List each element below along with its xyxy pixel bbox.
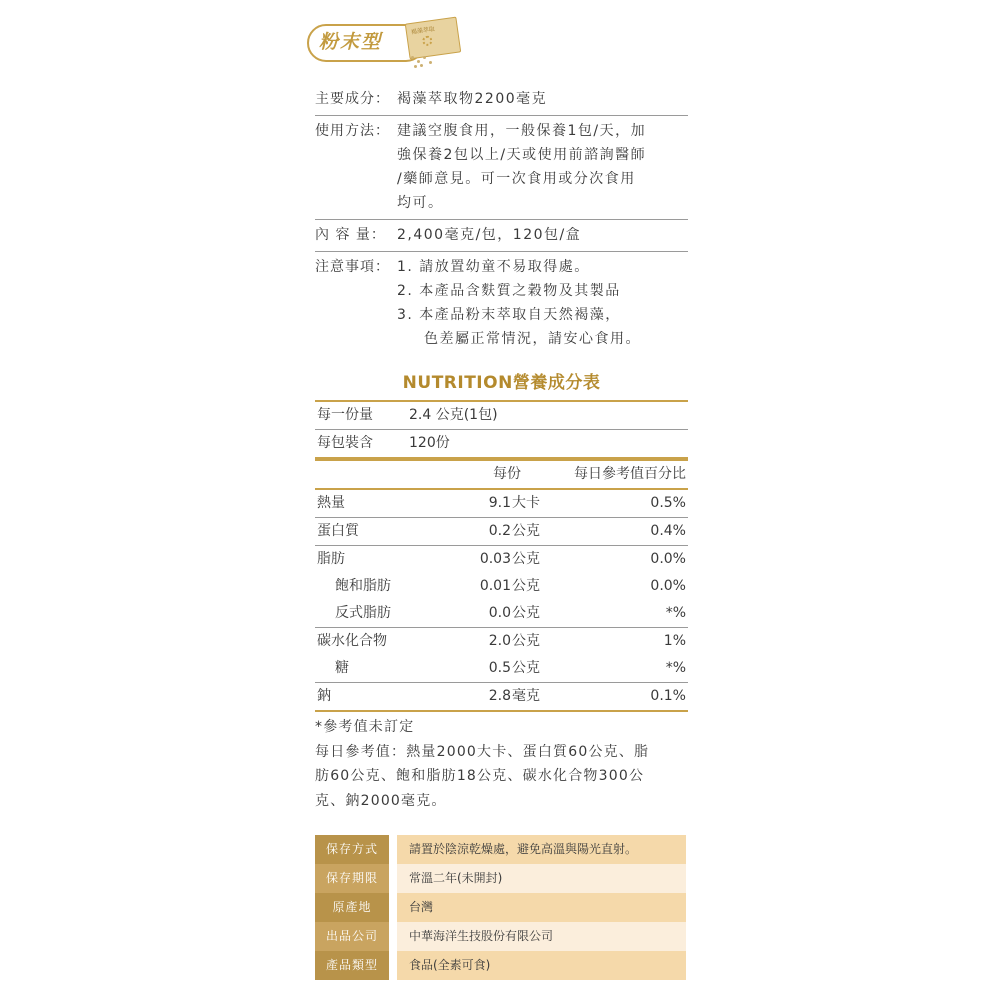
info-value: [397, 255, 688, 351]
nutrient-row: [315, 490, 688, 517]
nutrient-amount: 2.0: [488, 633, 511, 649]
nutrient-row: [315, 518, 688, 545]
caution-item: 2. 本產品含麩質之穀物及其製品: [397, 283, 621, 299]
serving-value: 2.4 公克(1包): [409, 407, 498, 423]
powder-dot: [429, 61, 432, 64]
info-line: 褐藻萃取物2200毫克: [397, 91, 548, 107]
powder-dot: [414, 65, 417, 68]
note-line: *參考值未訂定: [315, 719, 415, 735]
nutrient-unit: 公克: [512, 633, 540, 649]
caution-item: 1. 請放置幼童不易取得處。: [397, 259, 590, 275]
info-label: 使用方法：: [315, 123, 390, 139]
info-row-usage: [315, 116, 688, 220]
column-header-row: [315, 461, 688, 488]
nutrient-dv: 0.5%: [650, 495, 686, 511]
note-line: 克、鈉2000毫克。: [315, 792, 447, 809]
nutrient-dv: 0.0%: [650, 578, 686, 594]
storage-value: 台灣: [397, 893, 686, 922]
nutrition-table: [315, 400, 688, 712]
nutrient-row: [315, 546, 688, 573]
nutrient-name: 鈉: [317, 688, 331, 704]
info-label: 內 容 量：: [315, 227, 386, 243]
nutrient-amount: 0.5: [488, 660, 511, 676]
storage-label: 原產地: [315, 893, 389, 922]
nutrient-dv: *%: [665, 660, 686, 676]
nutrient-unit: 毫克: [512, 688, 540, 704]
nutrient-row-sub: [315, 600, 688, 627]
nutrition-title: NUTRITION營養成分表: [402, 373, 601, 393]
storage-label: 保存方式: [315, 835, 389, 864]
sachet-label: 褐藻萃取: [410, 25, 436, 36]
storage-value: 請置於陰涼乾燥處，避免高溫與陽光直射。: [397, 835, 686, 864]
nutrient-dv: 0.4%: [650, 523, 686, 539]
info-value: [397, 223, 688, 247]
nutrient-amount: 2.8: [488, 688, 511, 704]
nutrient-name: 反式脂肪: [335, 605, 391, 621]
badge-text: 粉末型: [319, 31, 383, 53]
storage-row: [315, 951, 686, 980]
storage-row: [315, 922, 686, 951]
nutrient-amount: 9.1: [488, 495, 511, 511]
storage-table: [315, 835, 686, 980]
nutrient-unit: 公克: [512, 605, 540, 621]
info-row-cautions: [315, 252, 688, 355]
reference-notes: [315, 715, 688, 813]
note-line: 每日參考值：熱量2000大卡、蛋白質60公克、脂: [315, 743, 650, 760]
col-per-serving: 每份: [493, 466, 521, 482]
info-line: 2,400毫克/包，120包/盒: [397, 227, 582, 243]
info-row-content: [315, 220, 688, 252]
storage-row: [315, 835, 686, 864]
info-value: [397, 119, 688, 215]
serving-size-row: [315, 402, 688, 429]
storage-value: 常溫二年(未開封): [397, 864, 686, 893]
nutrient-name: 糖: [335, 660, 349, 676]
col-daily-value: 每日參考值百分比: [574, 466, 686, 482]
nutrient-name: 脂肪: [317, 551, 345, 567]
nutrient-unit: 公克: [512, 578, 540, 594]
nutrient-name: 蛋白質: [317, 523, 359, 539]
info-value: [397, 87, 688, 111]
nutrient-unit: 大卡: [512, 495, 540, 511]
pack-value: 120份: [409, 435, 450, 451]
info-line: 強保養2包以上/天或使用前諮詢醫師: [397, 147, 647, 163]
storage-row: [315, 893, 686, 922]
info-row-ingredients: [315, 84, 688, 116]
nutrient-row-sub: [315, 573, 688, 600]
servings-per-pack-row: [315, 430, 688, 457]
nutrient-amount: 0.03: [479, 551, 511, 567]
info-line: 均可。: [397, 195, 444, 211]
nutrient-dv: 0.1%: [650, 688, 686, 704]
nutrient-name: 碳水化合物: [317, 633, 387, 649]
nutrient-dv: *%: [665, 605, 686, 621]
pack-label: 每包裝含: [317, 435, 373, 451]
storage-label: 保存期限: [315, 864, 389, 893]
info-line: /藥師意見。可一次食用或分次食用: [397, 171, 636, 187]
nutrient-row-sub: [315, 655, 688, 682]
info-label: 主要成分：: [315, 91, 390, 107]
powder-dot: [417, 60, 420, 63]
nutrient-dv: 1%: [663, 633, 686, 649]
nutrient-unit: 公克: [512, 551, 540, 567]
nutrient-row: [315, 628, 688, 655]
product-info: [315, 84, 688, 355]
nutrient-name: 飽和脂肪: [335, 578, 391, 594]
nutrient-unit: 公克: [512, 523, 540, 539]
sun-icon: [422, 35, 433, 46]
divider: [315, 710, 688, 712]
nutrient-name: 熱量: [317, 495, 345, 511]
note-line: 肪60公克、飽和脂肪18公克、碳水化合物300公: [315, 768, 645, 784]
storage-value: 中華海洋生技股份有限公司: [397, 922, 686, 951]
storage-label: 出品公司: [315, 922, 389, 951]
nutrient-amount: 0.01: [479, 578, 511, 594]
nutrient-row: [315, 683, 688, 710]
nutrient-dv: 0.0%: [650, 551, 686, 567]
storage-row: [315, 864, 686, 893]
info-line: 建議空腹食用，一般保養1包/天，加: [397, 123, 647, 139]
storage-value: 食品(全素可食): [397, 951, 686, 980]
nutrient-amount: 0.0: [488, 605, 511, 621]
serving-label: 每一份量: [317, 407, 373, 423]
powder-dot: [411, 56, 414, 59]
powder-dot: [420, 64, 423, 67]
powder-dot: [423, 56, 426, 59]
caution-item-continued: 色差屬正常情況，請安心食用。: [424, 331, 641, 347]
storage-label: 產品類型: [315, 951, 389, 980]
caution-item: 3. 本產品粉末萃取自天然褐藻，: [397, 307, 621, 323]
sachet-icon: [405, 17, 462, 60]
nutrient-unit: 公克: [512, 660, 540, 676]
powder-type-badge: [307, 18, 461, 66]
nutrient-amount: 0.2: [488, 523, 511, 539]
info-label: 注意事項：: [315, 259, 390, 275]
